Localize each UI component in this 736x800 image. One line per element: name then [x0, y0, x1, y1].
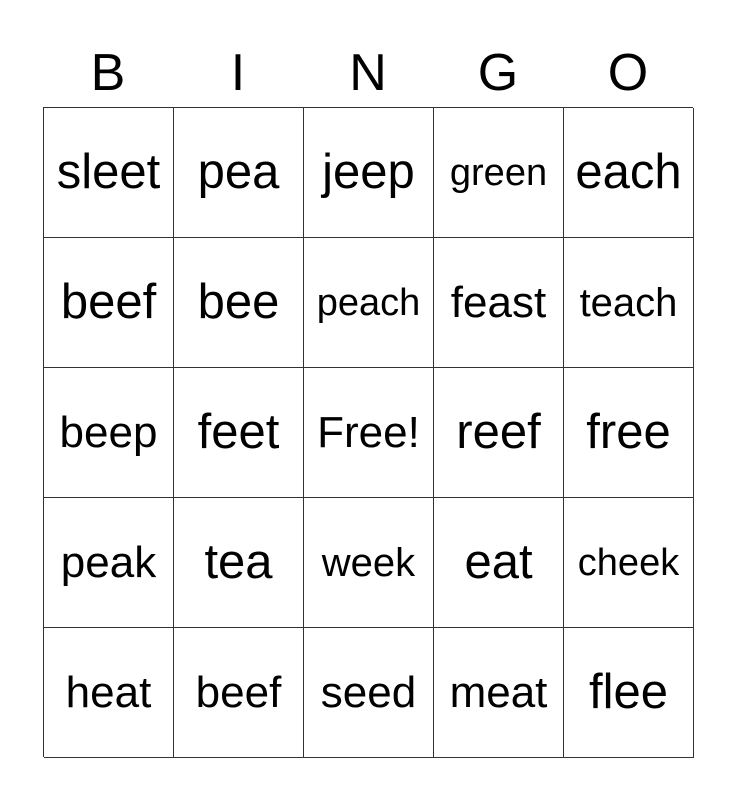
bingo-cell[interactable]: beep — [44, 368, 174, 498]
bingo-cell[interactable]: bee — [174, 238, 304, 368]
bingo-cell[interactable]: sleet — [44, 108, 174, 238]
header-letter-g: G — [477, 44, 519, 102]
bingo-cell[interactable]: meat — [434, 628, 564, 758]
bingo-cell[interactable]: eat — [434, 498, 564, 628]
bingo-cell[interactable]: flee — [564, 628, 694, 758]
header-letter-b: B — [90, 44, 126, 102]
bingo-cell[interactable]: jeep — [304, 108, 434, 238]
bingo-cell[interactable]: feast — [434, 238, 564, 368]
bingo-header — [43, 40, 693, 106]
bingo-cell[interactable]: pea — [174, 108, 304, 238]
bingo-cell[interactable]: feet — [174, 368, 304, 498]
bingo-cell[interactable]: peak — [44, 498, 174, 628]
bingo-cell[interactable]: heat — [44, 628, 174, 758]
bingo-cell[interactable]: peach — [304, 238, 434, 368]
bingo-cell[interactable]: teach — [564, 238, 694, 368]
bingo-cell[interactable]: week — [304, 498, 434, 628]
header-letter-i: I — [230, 44, 246, 102]
header-letter-o: O — [607, 44, 649, 102]
bingo-cell[interactable]: reef — [434, 368, 564, 498]
bingo-cell[interactable]: beef — [174, 628, 304, 758]
bingo-cell[interactable]: seed — [304, 628, 434, 758]
bingo-cell[interactable]: cheek — [564, 498, 694, 628]
bingo-cell[interactable]: green — [434, 108, 564, 238]
header-letter-n: N — [349, 44, 387, 102]
bingo-cell[interactable]: tea — [174, 498, 304, 628]
bingo-cell[interactable]: free — [564, 368, 694, 498]
bingo-free-cell[interactable]: Free! — [304, 368, 434, 498]
bingo-cell[interactable]: each — [564, 108, 694, 238]
bingo-board — [43, 107, 693, 757]
bingo-cell[interactable]: beef — [44, 238, 174, 368]
